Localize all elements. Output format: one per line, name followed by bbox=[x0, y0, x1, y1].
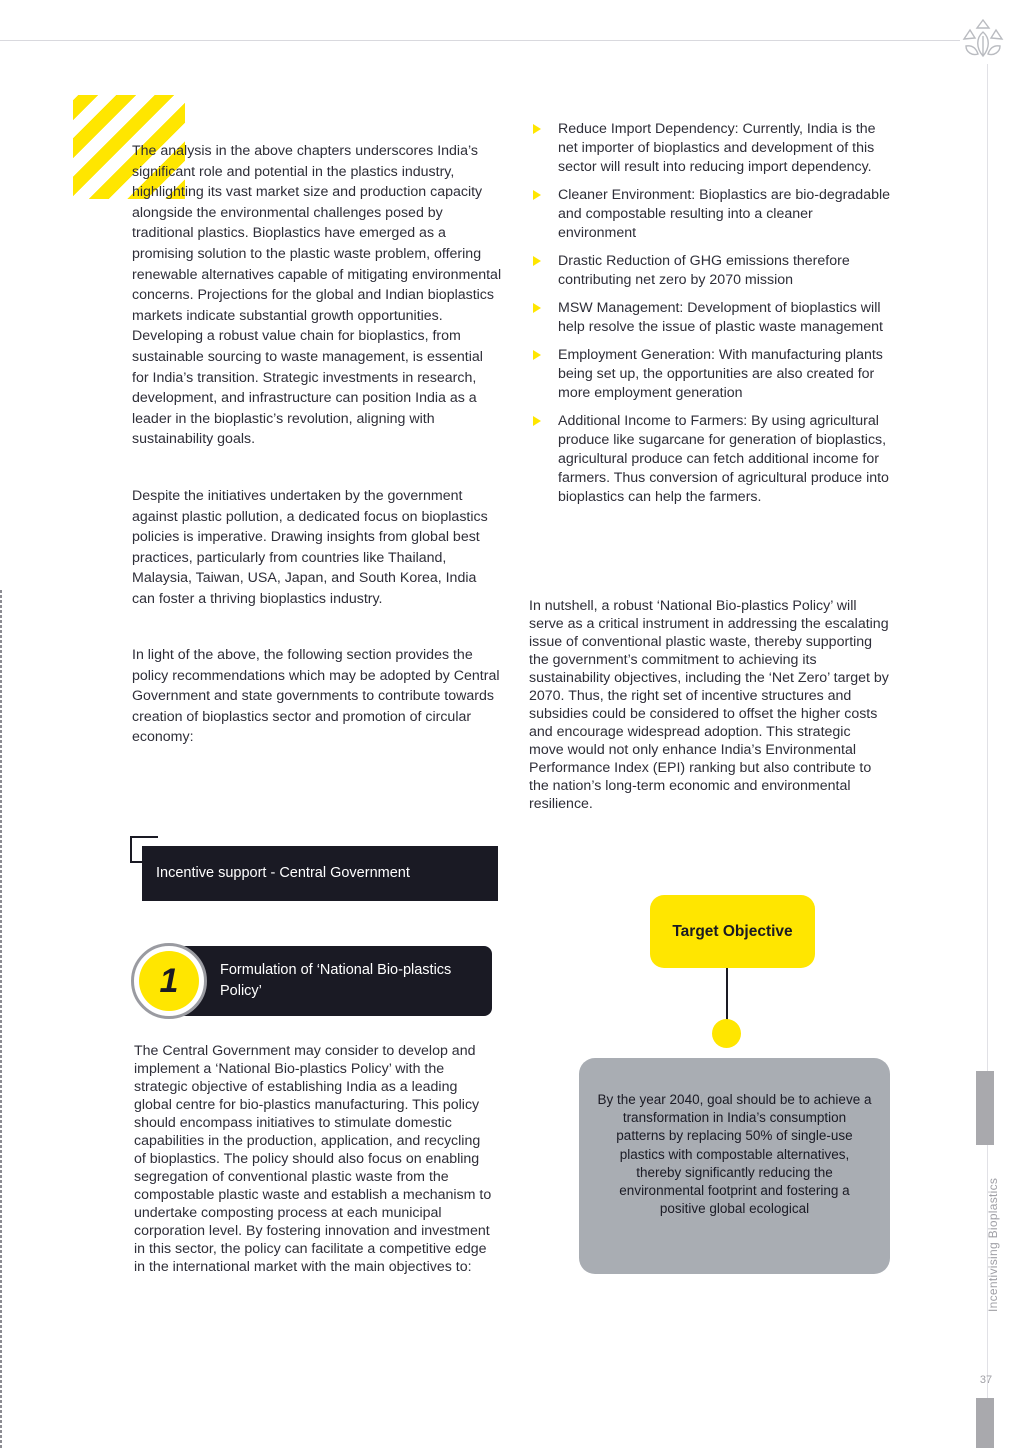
section-heading-incentive-support: Incentive support - Central Government bbox=[142, 846, 498, 901]
list-item bbox=[530, 299, 890, 337]
nutshell-paragraph: In nutshell, a robust ‘National Bio-plastics Policy’ will serve as a critical instrument in addressing the escalating issue of conventional plastic waste, thereby supporting the government’s commitment to achieving its sustainability objectives, including the ‘Net Zero’ target by 2070. Thus, the right set of incentive structures and subsidies could be considered to offset the higher costs and encourage widespread adoption. This strategic move would not only enhance India’s Environmental Performance Index (EPI) ranking but also contribute to the nation’s long-term economic and environmental resilience. bbox=[529, 598, 889, 812]
policy-item-title: Formulation of ‘National Bio-plastics Policy’ bbox=[182, 946, 492, 1016]
page-number: 37 bbox=[979, 1374, 993, 1386]
intro-paragraph-3: In light of the above, the following section provides the policy recommendations which may be adopted by Central Government and state governments to contribute towards creation of bioplastics sector and promotion of circular economy: bbox=[132, 647, 500, 746]
triangle-bullet-icon bbox=[533, 256, 541, 266]
list-item bbox=[530, 346, 890, 403]
side-tab-marker-bottom bbox=[976, 1398, 994, 1448]
list-item bbox=[530, 120, 890, 177]
list-item bbox=[530, 186, 890, 243]
benefit-text: Cleaner Environment: Bioplastics are bio-degradable and compostable resulting into a cleaner environment bbox=[558, 187, 891, 241]
triangle-bullet-icon bbox=[533, 350, 541, 360]
benefit-text: Additional Income to Farmers: By using agricultural produce like sugarcane for generation of bioplastics, agricultural produce can fetch additional income for farmers. Thus conversion of agricultural produce into bioplastics can help the farmers. bbox=[558, 413, 889, 505]
triangle-bullet-icon bbox=[533, 124, 541, 134]
triangle-bullet-icon bbox=[533, 416, 541, 426]
triangle-bullet-icon bbox=[533, 303, 541, 313]
intro-paragraph-2: Despite the initiatives undertaken by the government against plastic pollution, a dedicated focus on bioplastics policies is imperative. Drawing insights from global best practices, particularly from countries like Thailand, Malaysia, Taiwan, USA, Japan, and South Korea, India can foster a thriving bioplastics industry. bbox=[132, 488, 488, 607]
target-objective-label: Target Objective bbox=[650, 895, 815, 968]
left-edge-decoration bbox=[0, 590, 2, 1448]
policy-item-body: The Central Government may consider to develop and implement a ‘National Bio-plastics Policy’ with the strategic objective of establishing India as a leading global centre for bio-plastics manufacturing. This policy should encompass initiatives to stimulate domestic capabilities in the production, application, and recycling of bioplastics. The policy should also focus on enabling segregation of conventional plastic waste from the compostable plastic waste and establish a mechanism to undertake composting process at each municipal corporation level. By fostering innovation and investment in this sector, the policy can facilitate a competitive edge in the international market with the main objectives to: bbox=[134, 1043, 492, 1275]
intro-paragraph-1: The analysis in the above chapters underscores India’s significant role and potential in the plastics industry, highlighting its vast market size and production capacity alongside the environmental challenges posed by traditional plastics. Bioplastics have emerged as a promising solution to the plastic waste problem, offering renewable alternatives capable of mitigating environmental concerns. Projections for the global and Indian bioplastics markets indicate substantial growth opportunities. Developing a robust value chain for bioplastics, from sustainable sourcing to waste management, is essential for India’s transition. Strategic investments in research, development, and infrastructure can position India as a leader in the bioplastic’s revolution, aligning with sustainability goals. bbox=[132, 143, 502, 448]
number-badge: 1 bbox=[139, 951, 199, 1011]
benefits-list bbox=[530, 120, 890, 516]
list-item bbox=[530, 252, 890, 290]
list-item bbox=[530, 412, 890, 507]
benefit-text: MSW Management: Development of bioplastics will help resolve the issue of plastic waste management bbox=[558, 300, 883, 335]
triangle-bullet-icon bbox=[533, 190, 541, 200]
benefit-text: Employment Generation: With manufacturing plants being set up, the opportunities are also created for more employment generation bbox=[558, 347, 883, 401]
target-goal-box bbox=[579, 1058, 890, 1274]
target-goal-text: By the year 2040, goal should be to achieve a transformation in India’s consumption patterns by replacing 50% of single-use plastics with compostable alternatives, thereby significantly reducing the environmental footprint and fostering a positive global ecological bbox=[597, 1092, 872, 1217]
running-section-title: Incentivising Bioplastics bbox=[986, 1177, 1000, 1312]
connector-dot bbox=[712, 1019, 741, 1048]
benefit-text: Reduce Import Dependency: Currently, India is the net importer of bioplastics and development of this sector will result into reducing import dependency. bbox=[558, 121, 876, 175]
connector-line bbox=[726, 968, 728, 1020]
recycle-leaf-logo-icon bbox=[958, 16, 1008, 62]
header-rule bbox=[0, 40, 960, 41]
side-tab-marker bbox=[976, 1071, 994, 1145]
benefit-text: Drastic Reduction of GHG emissions therefore contributing net zero by 2070 mission bbox=[558, 253, 850, 288]
